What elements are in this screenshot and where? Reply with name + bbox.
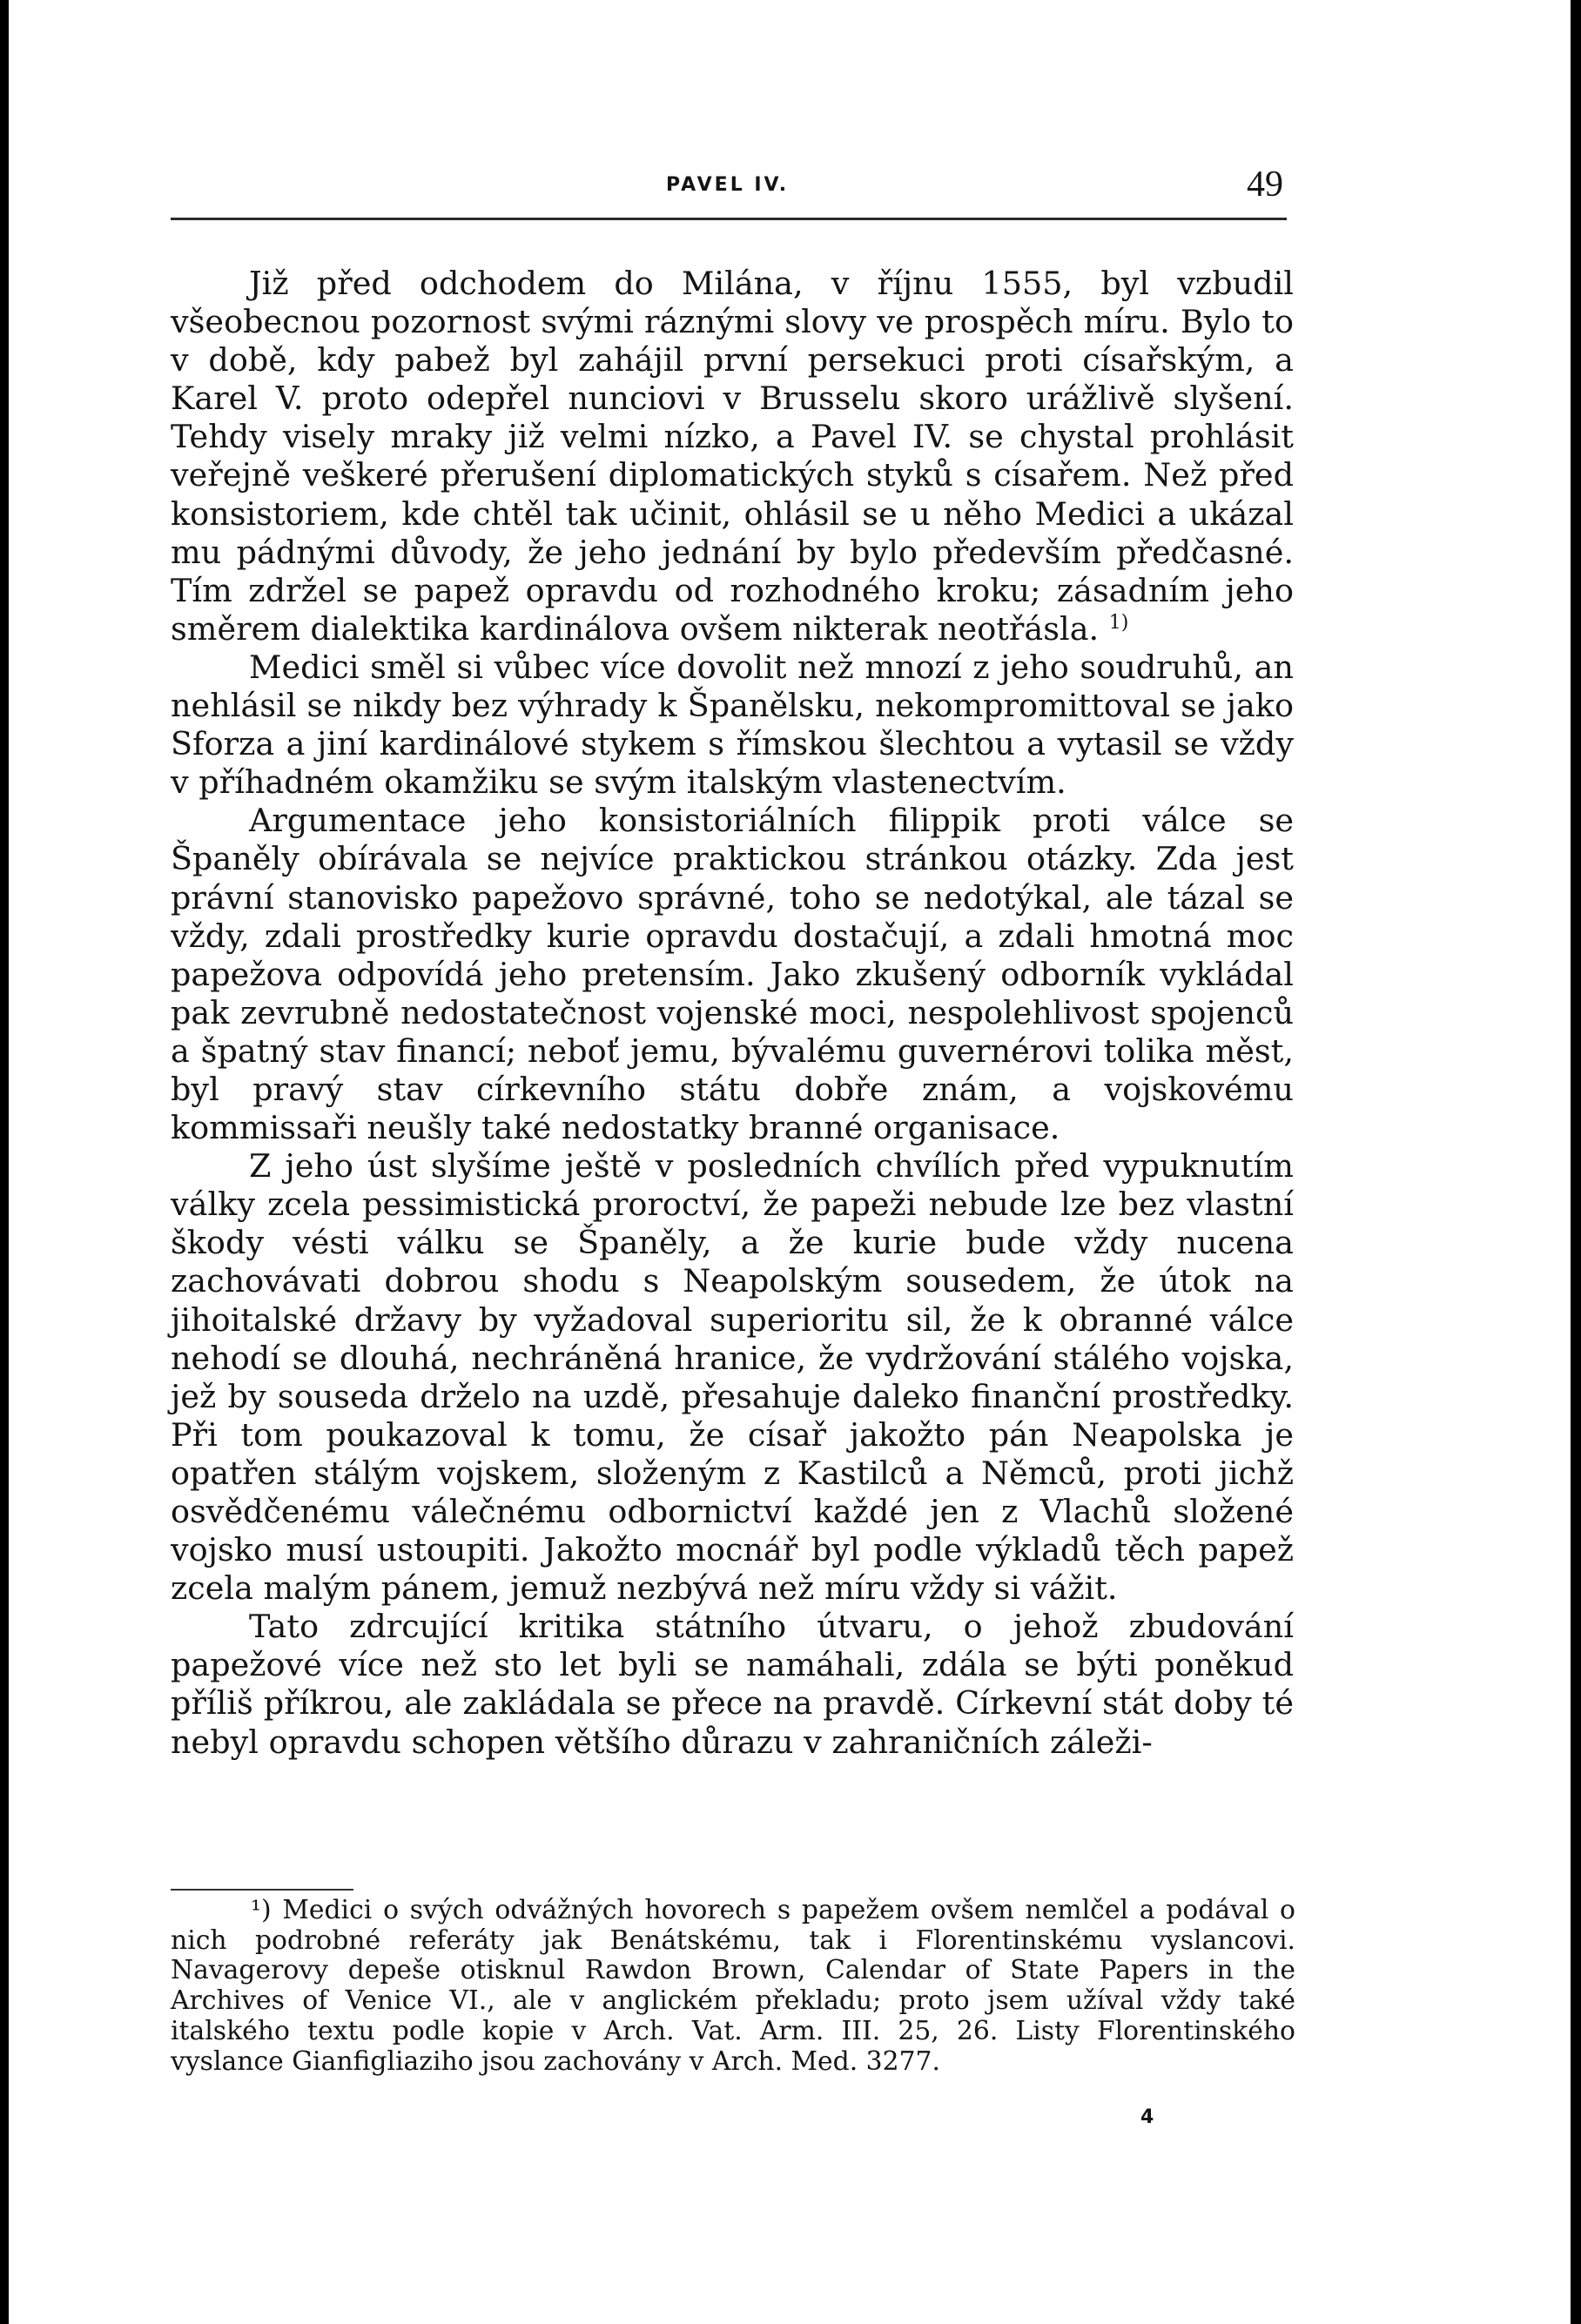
running-title: PAVEL IV. (666, 174, 790, 196)
paragraph-1 (171, 265, 1294, 648)
signature-mark: 4 (1140, 2106, 1154, 2128)
paragraph-text: Z jeho úst slyšíme ještě v posledních chvílích před vypuknutím války zcela pessimistická proroctví, že papeži nebude lze bez vlastní škody vésti válku se Španěly, a že kurie bude vždy nucena zachovávati dobrou shodu s Neapolským sousedem, že útok na jihoitalské državy by vyžadoval superioritu sil, že k obranné válce nehodí se dlouhá, nechráněná hranice, že vydržování stálého vojska, jež by souseda drželo na uzdě, přesahuje daleko finanční prostředky. Při tom poukazoval k tomu, že císař jakožto pán Neapolska je opatřen stálým vojskem, složeným z Kastilců a Němců, proti jichž osvědčenému válečnému odbornictví každé jen z Vlachů složené vojsko musí ustoupiti. Jakožto mocnář byl podle výkladů těch papež zcela malým pánem, jemuž nezbývá než míru vždy si vážit. (171, 1147, 1294, 1608)
paragraph-text: Již před odchodem do Milána, v říjnu 1555, byl vzbudil všeobecnou pozornost svými ráznými slovy ve prospěch míru. Bylo to v době, kdy pabež byl zahájil první persekuci proti císařským, a Karel V. proto odepřel nunciovi v Brusselu skoro urážlivě slyšení. Tehdy visely mraky již velmi nízko, a Pavel IV. se chystal prohlásit veřejně veškeré přerušení diplomatických styků s císařem. Než před konsistoriem, kde chtěl tak učinit, ohlásil se u něho Medici a ukázal mu pádnými důvody, že jeho jednání by bylo především předčasné. Tím zdržel se papež opravdu od rozhodného kroku; zásadním jeho směrem dialektika kardinálova ovšem nikterak neotřásla. (171, 265, 1294, 648)
paragraph-3 (171, 802, 1294, 1147)
scan-edge-left (0, 0, 9, 2324)
header-rule (171, 218, 1287, 220)
paragraph-4 (171, 1147, 1294, 1608)
paragraph-text: Medici směl si vůbec více dovolit než mnozí z jeho soudruhů, an nehlásil se nikdy bez výhrady k Španělsku, nekompromittoval se jako Sforza a jiní kardinálové stykem s římskou šlechtou a vytasil se vždy v příhadném okamžiku se svým italským vlastenectvím. (171, 648, 1294, 802)
paragraph-2 (171, 648, 1294, 802)
paragraph-text: Argumentace jeho konsistoriálních filippik proti válce se Španěly obírávala se nejvíce praktickou stránkou otázky. Zda jest právní stanovisko papežovo správné, toho se nedotýkal, ale tázal se vždy, zdali prostředky kurie opravdu dostačují, a zdali hmotná moc papežova odpovídá jeho pretensím. Jako zkušený odborník vykládal pak zevrubně nedostatečnost vojenské moci, nespolehlivost spojenců a špatný stav financí; neboť jemu, bývalému guvernérovi tolika měst, byl pravý stav církevního státu dobře znám, a vojskovému kommissaři neušly také nedostatky branné organisace. (171, 802, 1294, 1147)
footnote-rule (171, 1889, 353, 1891)
page-number: 49 (1247, 165, 1283, 205)
paragraph-5 (171, 1608, 1294, 1761)
main-text (171, 265, 1294, 1762)
scan-edge-right (1571, 0, 1581, 2324)
paragraph-text: Tato zdrcující kritika státního útvaru, o jehož zbudování papežové více než sto let byli se namáhali, zdála se býti poněkud příliš příkrou, ale zakládala se přece na pravdě. Církevní stát doby té nebyl opravdu schopen většího důrazu v zahraničních záleži- (171, 1608, 1294, 1761)
footnote (171, 1896, 1295, 2077)
footnote-text: ¹) Medici o svých odvážných hovorech s papežem ovšem nemlčel a podával o nich podrobné referáty jak Benátskému, tak i Florentinskému vyslancovi. Navagerovy depeše otisknul Rawdon Brown, Calendar of State Papers in the Archives of Venice VI., ale v anglickém překladu; proto jsem užíval vždy také italského textu podle kopie v Arch. Vat. Arm. III. 25, 26. Listy Florentinského vyslance Gianfigliaziho jsou zachovány v Arch. Med. 3277. (171, 1895, 1295, 2077)
footnote-reference: 1) (1108, 611, 1129, 634)
